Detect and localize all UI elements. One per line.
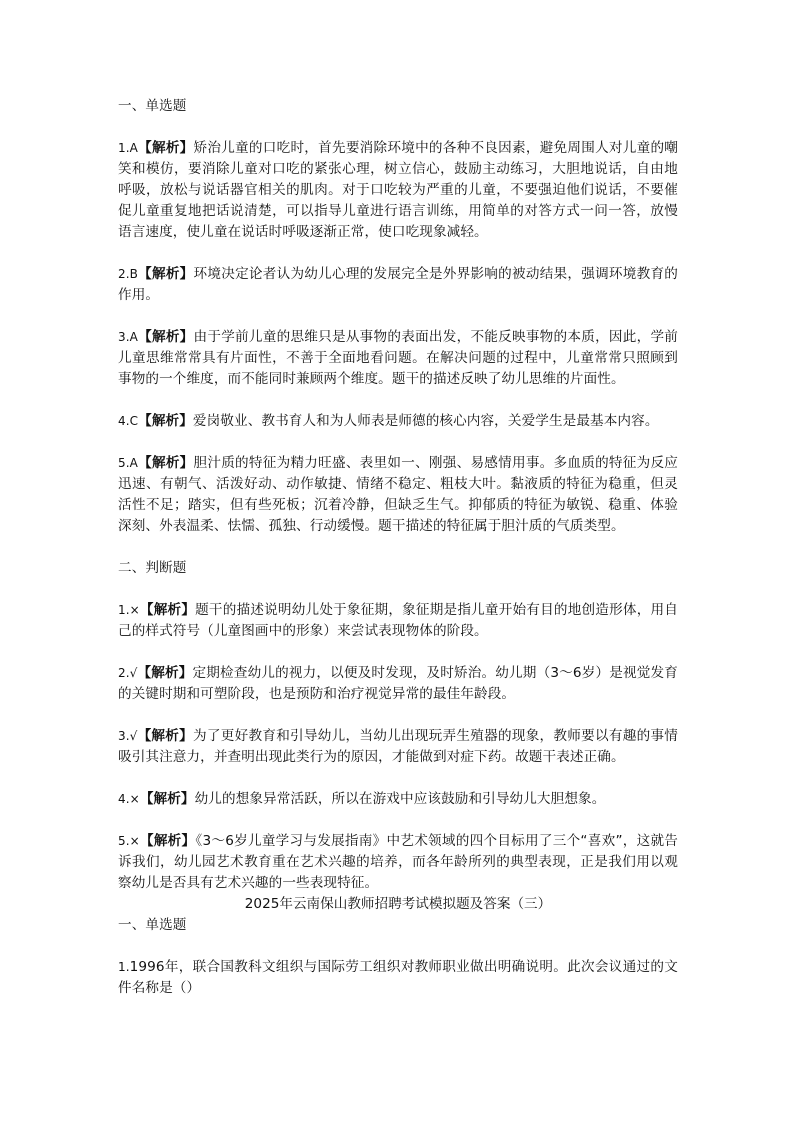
answer-item	[118, 453, 678, 537]
item-number: 5.A	[118, 456, 138, 470]
item-number: 5.×	[118, 834, 140, 848]
section-heading-single-choice-2: 一、单选题	[118, 917, 187, 933]
analysis-tag: 【解析】	[139, 833, 196, 849]
item-text: 胆汁质的特征为精力旺盛、表里如一、刚强、易感情用事。多血质的特征为反应迅速、有朝气、活泼好动、动作敏捷、情绪不稳定、粗枝大叶。黏液质的特征为稳重，但灵活性不足；踏实，但有些死板；沉着冷静，但缺乏生气。抑郁质的特征为敏锐、稳重、体验深刻、外表温柔、怯懦、孤独、行动缓慢。题干描述的特征属于胆汁质的气质类型。	[118, 455, 678, 534]
item-text: 幼儿的想象异常活跃，所以在游戏中应该鼓励和引导幼儿大胆想象。	[194, 791, 606, 807]
item-text: 环境决定论者认为幼儿心理的发展完全是外界影响的被动结果，强调环境教育的作用。	[118, 266, 678, 303]
item-text: 题干的描述说明幼儿处于象征期，象征期是指儿童开始有目的地创造形体，用自己的样式符号（儿童图画中的形象）来尝试表现物体的阶段。	[118, 602, 678, 639]
question-item	[118, 957, 678, 999]
analysis-tag: 【解析】	[139, 791, 195, 807]
analysis-tag: 【解析】	[137, 455, 194, 471]
analysis-tag: 【解析】	[137, 329, 194, 345]
item-text: 爱岗敬业、教书育人和为人师表是师德的核心内容，关爱学生是最基本内容。	[192, 413, 659, 429]
item-number: 2.B	[118, 267, 138, 281]
answer-item	[118, 264, 678, 306]
item-text: 定期检查幼儿的视力，以便及时发现，及时矫治。幼儿期（3～6岁）是视觉发育的关键时期和可塑阶段，也是预防和治疗视觉异常的最佳年龄段。	[118, 665, 678, 702]
item-number: 4.×	[118, 792, 140, 806]
answer-item	[118, 138, 678, 243]
analysis-tag: 【解析】	[138, 413, 193, 429]
analysis-tag: 【解析】	[137, 728, 194, 744]
answer-item	[118, 726, 678, 768]
item-text: 1996年，联合国教科文组织与国际劳工组织对教师职业做出明确说明。此次会议通过的文件名称是（）	[118, 959, 678, 996]
item-number: 1.A	[118, 141, 138, 155]
document-page	[118, 96, 678, 1020]
item-number: 4.C	[118, 414, 139, 428]
analysis-tag: 【解析】	[137, 140, 194, 156]
document-title: 2025年云南保山教师招聘考试模拟题及答案（三）	[244, 896, 552, 912]
answer-item	[118, 831, 678, 894]
answer-item	[118, 327, 678, 390]
item-text: 由于学前儿童的思维只是从事物的表面出发，不能反映事物的本质，因此，学前儿童思维常常具有片面性，不善于全面地看问题。在解决问题的过程中，儿童常常只照顾到事物的一个维度，而不能同时兼顾两个维度。题干的描述反映了幼儿思维的片面性。	[118, 329, 678, 387]
item-number: 1.×	[118, 603, 140, 617]
item-text: 矫治儿童的口吃时，首先要消除环境中的各种不良因素，避免周围人对儿童的嘲笑和模仿，要消除儿童对口吃的紧张心理，树立信心，鼓励主动练习，大胆地说话，自由地呼吸，放松与说话器官相关的肌肉。对于口吃较为严重的儿童，不要强迫他们说话，不要催促儿童重复地把话说清楚，可以指导儿童进行语言训练，用简单的对答方式一问一答，放慢语言速度，使儿童在说话时呼吸逐渐正常，使口吃现象减轻。	[118, 140, 678, 240]
answer-item	[118, 789, 678, 810]
item-text: 《3～6岁儿童学习与发展指南》中艺术领域的四个目标用了三个“喜欢”，这就告诉我们，幼儿园艺术教育重在艺术兴趣的培养，而各年龄所列的典型表现，正是我们用以观察幼儿是否具有艺术兴趣的一些表现特征。	[118, 833, 678, 891]
analysis-tag: 【解析】	[137, 665, 193, 681]
item-text: 为了更好教育和引导幼儿，当幼儿出现玩弄生殖器的现象，教师要以有趣的事情吸引其注意力，并查明出现此类行为的原因，才能做到对症下药。故题干表述正确。	[118, 728, 679, 765]
item-number: 2.√	[118, 666, 138, 680]
item-number: 3.A	[118, 330, 138, 344]
answer-item	[118, 600, 678, 642]
analysis-tag: 【解析】	[137, 266, 194, 282]
item-number: 1.	[118, 960, 130, 974]
section-heading-true-false: 二、判断题	[118, 560, 187, 576]
answer-item	[118, 411, 678, 432]
item-number: 3.√	[118, 729, 138, 743]
analysis-tag: 【解析】	[139, 602, 196, 618]
section-heading-single-choice: 一、单选题	[118, 98, 187, 114]
answer-item	[118, 663, 678, 705]
